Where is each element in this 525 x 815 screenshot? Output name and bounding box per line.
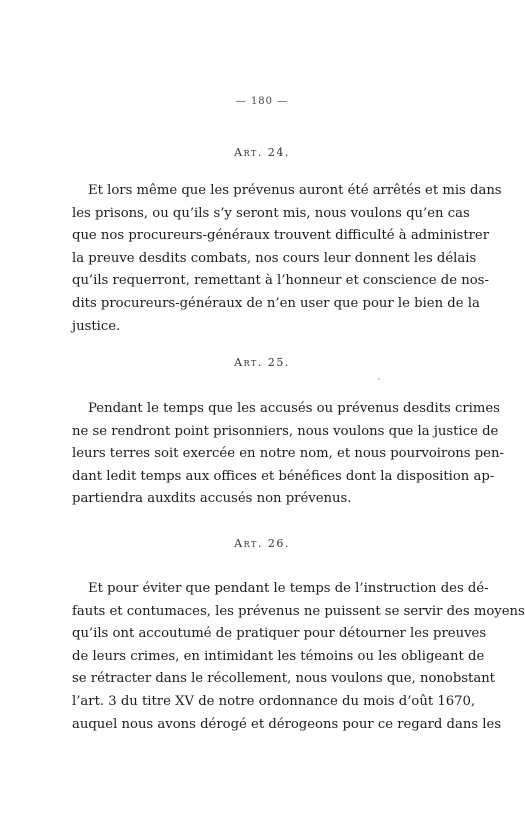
text-line: fauts et contumaces, les prévenus ne puissent se servir des moyens: [72, 603, 525, 619]
article-24-heading: Art. 24.: [234, 146, 290, 159]
text-line: se rétracter dans le récollement, nous voulons que, nonobstant: [72, 671, 495, 687]
text-line: Pendant le temps que les accusés ou prévenus desdits crimes: [88, 401, 500, 416]
text-line: la preuve desdits combats, nos cours leur donnent les délais: [72, 250, 477, 266]
text-line: auquel nous avons dérogé et dérogeons pour ce regard dans les: [72, 716, 502, 732]
text-line: justice.: [72, 318, 121, 334]
article-24-text: [72, 180, 502, 338]
page-number: — 180 —: [235, 96, 289, 107]
article-26-text: [72, 578, 525, 736]
text-line: de leurs crimes, en intimidant les témoins ou les obligeant de: [72, 648, 485, 664]
text-line: dant ledit temps aux offices et bénéfices dont la disposition ap-: [72, 468, 495, 484]
text-line: que nos procureurs-généraux trouvent difficulté à administrer: [72, 228, 490, 244]
text-line: dits procureurs-généraux de n’en user que pour le bien de la: [72, 295, 480, 311]
text-line: qu’ils requerront, remettant à l’honneur et conscience de nos-: [72, 273, 489, 289]
text-line: leurs terres soit exercée en notre nom, et nous pourvoirons pen-: [72, 446, 504, 462]
article-26-heading: Art. 26.: [234, 537, 290, 550]
article-25-text: [72, 398, 504, 511]
paper-speck: [378, 378, 380, 380]
text-line: Et pour éviter que pendant le temps de l’instruction des dé-: [88, 581, 489, 596]
text-line: qu’ils ont accoutumé de pratiquer pour détourner les preuves: [72, 626, 487, 642]
text-line: les prisons, ou qu’ils s’y seront mis, nous voulons qu’en cas: [72, 205, 470, 221]
article-25-heading: Art. 25.: [234, 356, 290, 369]
text-line: partiendra auxdits accusés non prévenus.: [72, 491, 352, 507]
text-line: Et lors même que les prévenus auront été arrêtés et mis dans: [88, 183, 502, 198]
text-line: l’art. 3 du titre XV de notre ordonnance du mois d’oût 1670,: [72, 693, 476, 709]
text-line: ne se rendront point prisonniers, nous voulons que la justice de: [72, 423, 499, 439]
